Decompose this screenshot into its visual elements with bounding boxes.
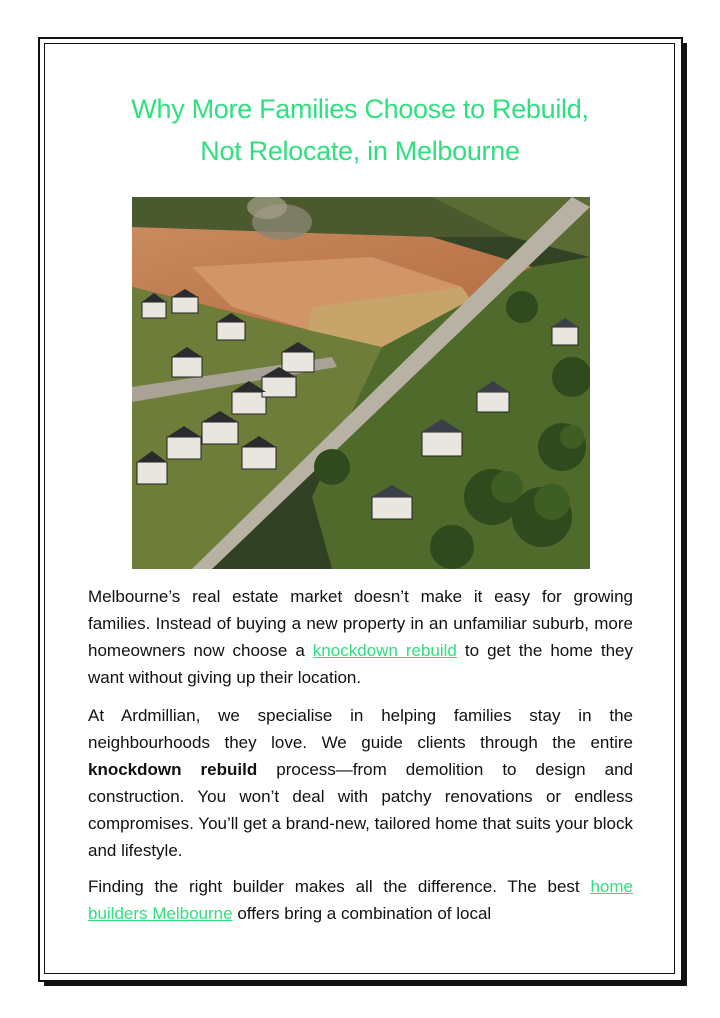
title-line-2: Not Relocate, in Melbourne [200,136,520,166]
paragraph-1 [88,583,633,691]
page-border-shadow-right [681,43,687,986]
page-title [60,88,660,172]
page-border-shadow-bottom [44,980,687,986]
paragraph-2-text-end: process—from demolition to design and construction. You won’t deal with patchy renovations or endless compromises. You’ll get a brand-new, tailored home that suits your block and lifestyle. [88,760,634,860]
paragraph-1-text-end: to get the home they want without giving up their location. [88,641,633,687]
paragraph-2 [88,702,633,864]
paragraph-3-text-start: Finding the right builder makes all the difference. The best [88,877,591,896]
paragraph-2-bold-term: knockdown rebuild [88,760,258,779]
knockdown-rebuild-link[interactable]: knockdown rebuild [312,641,457,660]
paragraph-1-text-start: Melbourne’s real estate market doesn’t make it easy for growing families. Instead of buying a new property in an unfamiliar suburb, more homeowners now choose a [88,587,633,660]
aerial-suburb-photo [132,197,590,569]
home-builders-melbourne-link[interactable]: home builders Melbourne [88,877,633,923]
paragraph-3 [88,873,633,927]
paragraph-3-text-end: offers bring a combination of local [232,904,492,923]
paragraph-2-text-start: At Ardmillian, we specialise in helping families stay in the neighbourhoods they love. We guide clients through the entire [88,706,633,752]
title-line-1: Why More Families Choose to Rebuild, [131,94,589,124]
